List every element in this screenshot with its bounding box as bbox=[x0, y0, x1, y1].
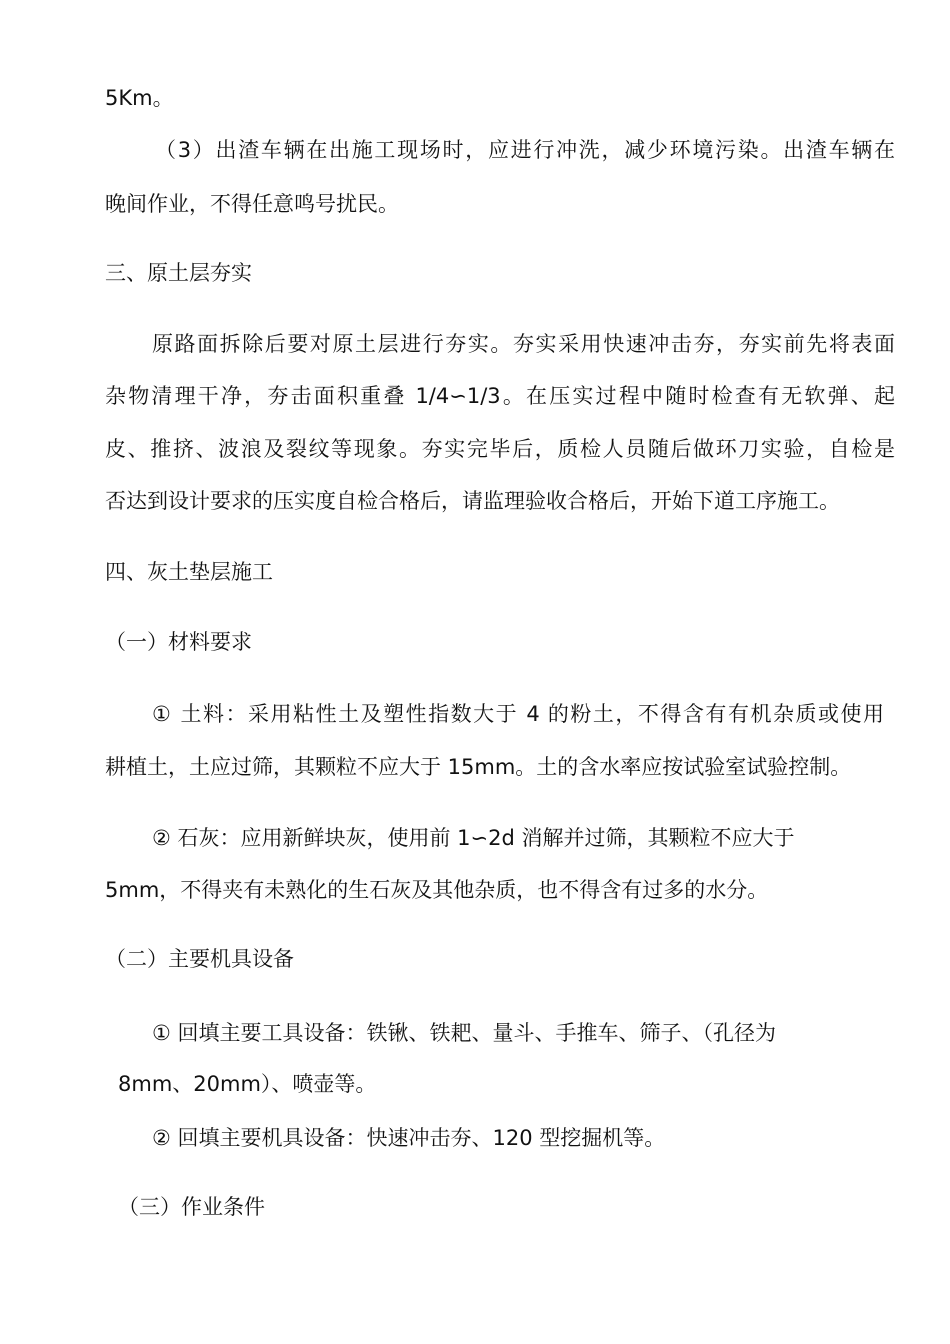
text-line-13: ② 石灰：应用新鲜块灰，使用前 1∽2d 消解并过筛，其颗粒不应大于 bbox=[152, 826, 795, 850]
text-line-2: （3）出渣车辆在出施工现场时，应进行冲洗，减少环境污染。出渣车辆在 bbox=[155, 138, 895, 162]
text-line-5: 原路面拆除后要对原土层进行夯实。夯实采用快速冲击夯，夯实前先将表面 bbox=[152, 332, 895, 356]
text-line-14: 5mm，不得夹有未熟化的生石灰及其他杂质，也不得含有过多的水分。 bbox=[105, 878, 769, 902]
text-line-16: ① 回填主要工具设备：铁锹、铁耙、量斗、手推车、筛子、（孔径为 bbox=[152, 1021, 776, 1045]
text-line-17: 8mm、20mm）、喷壶等。 bbox=[118, 1072, 377, 1096]
subsection-heading-3: （三）作业条件 bbox=[118, 1195, 265, 1219]
text-line-6: 杂物清理干净，夯击面积重叠 1/4∽1/3。在压实过程中随时检查有无软弹、起 bbox=[105, 384, 895, 408]
text-line-12: 耕植土，土应过筛，其颗粒不应大于 15mm。土的含水率应按试验室试验控制。 bbox=[105, 755, 852, 779]
text-line-18: ② 回填主要机具设备：快速冲击夯、120 型挖掘机等。 bbox=[152, 1126, 666, 1150]
subsection-heading-2: （二）主要机具设备 bbox=[105, 947, 294, 971]
text-line-3: 晚间作业，不得任意鸣号扰民。 bbox=[105, 192, 399, 216]
section-heading-3: 三、原土层夯实 bbox=[105, 261, 252, 285]
text-line-7: 皮、推挤、波浪及裂纹等现象。夯实完毕后，质检人员随后做环刀实验，自检是 bbox=[105, 437, 895, 461]
text-line-11: ① 土料：采用粘性土及塑性指数大于 4 的粉土，不得含有有机杂质或使用 bbox=[152, 702, 884, 726]
text-line-8: 否达到设计要求的压实度自检合格后，请监理验收合格后，开始下道工序施工。 bbox=[105, 489, 840, 513]
section-heading-4: 四、灰土垫层施工 bbox=[105, 560, 273, 584]
subsection-heading-1: （一）材料要求 bbox=[105, 630, 252, 654]
text-line-1: 5Km。 bbox=[105, 86, 174, 110]
